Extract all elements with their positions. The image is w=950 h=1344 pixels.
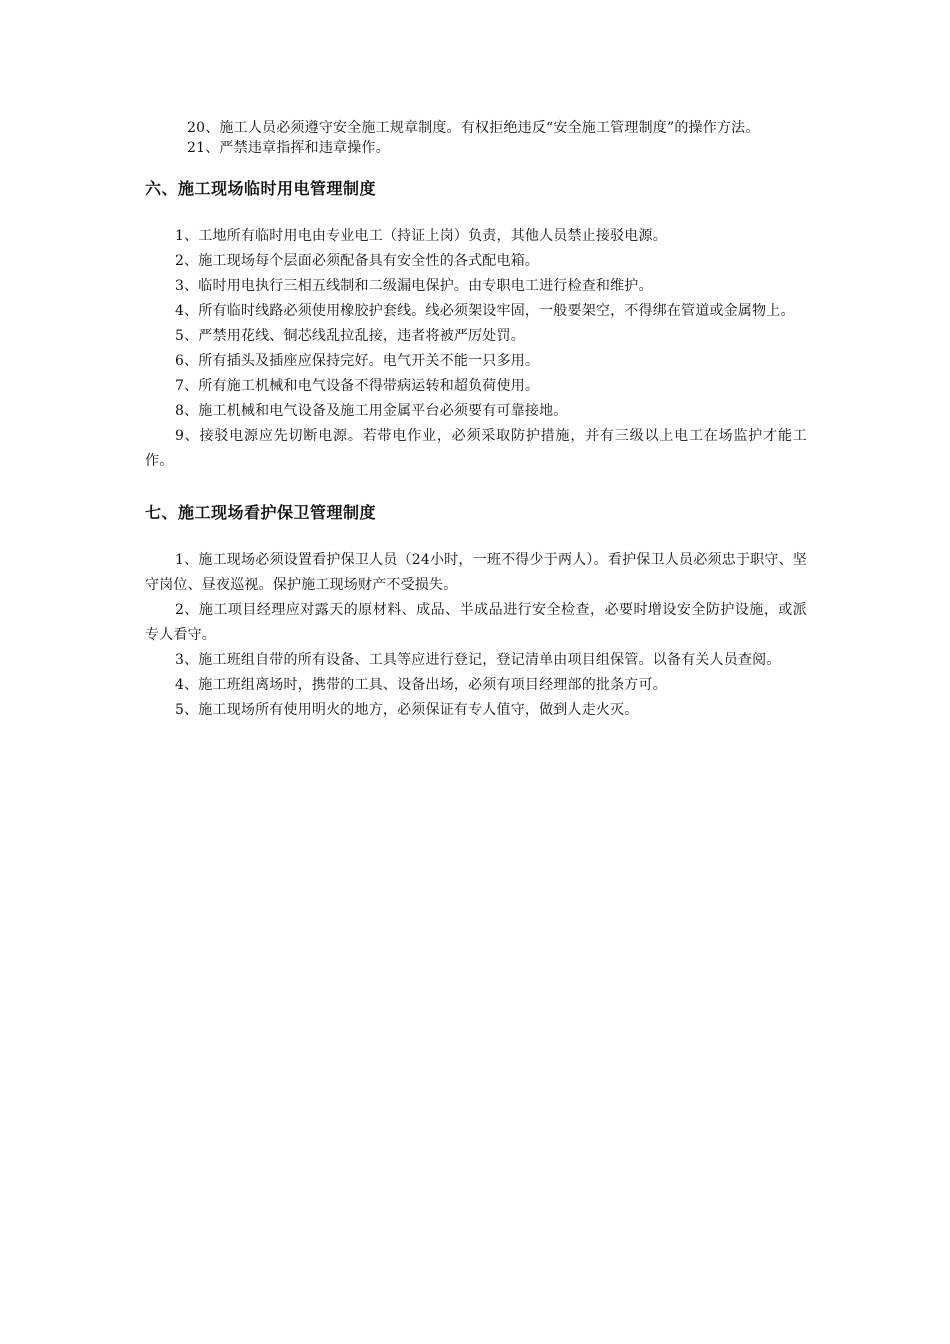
section-7-item: 5、施工现场所有使用明火的地方，必须保证有专人值守，做到人走火灭。 [175,702,639,718]
intro-item-21: 21、严禁违章指挥和违章操作。 [187,140,390,156]
section-6-item: 1、工地所有临时用电由专业电工（持证上岗）负责，其他人员禁止接驳电源。 [175,228,667,244]
section-6-item: 6、所有插头及插座应保持完好。电气开关不能一只多用。 [175,353,540,369]
section-7-list [145,548,807,723]
section-7-item: 1、施工现场必须设置看护保卫人员（24小时，一班不得少于两人）。看护保卫人员必须忠于职守、坚守岗位、昼夜巡视。保护施工现场财产不受损失。 [145,552,807,593]
section-6-title: 六、施工现场临时用电管理制度 [145,179,377,198]
section-6-item: 5、严禁用花线、铜芯线乱拉乱接，违者将被严厉处罚。 [175,328,525,344]
section-6-item: 7、所有施工机械和电气设备不得带病运转和超负荷使用。 [175,378,540,394]
intro-items [145,120,807,156]
intro-item-20: 20、施工人员必须遵守安全施工规章制度。有权拒绝违反“安全施工管理制度”的操作方法。 [187,120,760,136]
section-7-item: 2、施工项目经理应对露天的原材料、成品、半成品进行安全检查，必要时增设安全防护设施，或派专人看守。 [145,602,807,643]
section-6-item: 3、临时用电执行三相五线制和二级漏电保护。由专职电工进行检查和维护。 [175,278,653,294]
section-6-item: 4、所有临时线路必须使用橡胶护套线。线必须架设牢固，一般要架空，不得绑在管道或金属物上。 [175,303,795,319]
section-6-item: 9、接驳电源应先切断电源。若带电作业，必须采取防护措施，并有三级以上电工在场监护才能工作。 [145,428,807,469]
section-7-item: 4、施工班组离场时，携带的工具、设备出场，必须有项目经理部的批条方可。 [175,677,667,693]
section-6-item: 2、施工现场每个层面必须配备具有安全性的各式配电箱。 [175,253,540,269]
page-content [145,120,807,723]
section-7-title: 七、施工现场看护保卫管理制度 [145,503,377,522]
section-6-list [145,224,807,474]
section-6-item: 8、施工机械和电气设备及施工用金属平台必须要有可靠接地。 [175,403,568,419]
section-7-item: 3、施工班组自带的所有设备、工具等应进行登记，登记清单由项目组保管。以备有关人员查阅。 [175,652,781,668]
